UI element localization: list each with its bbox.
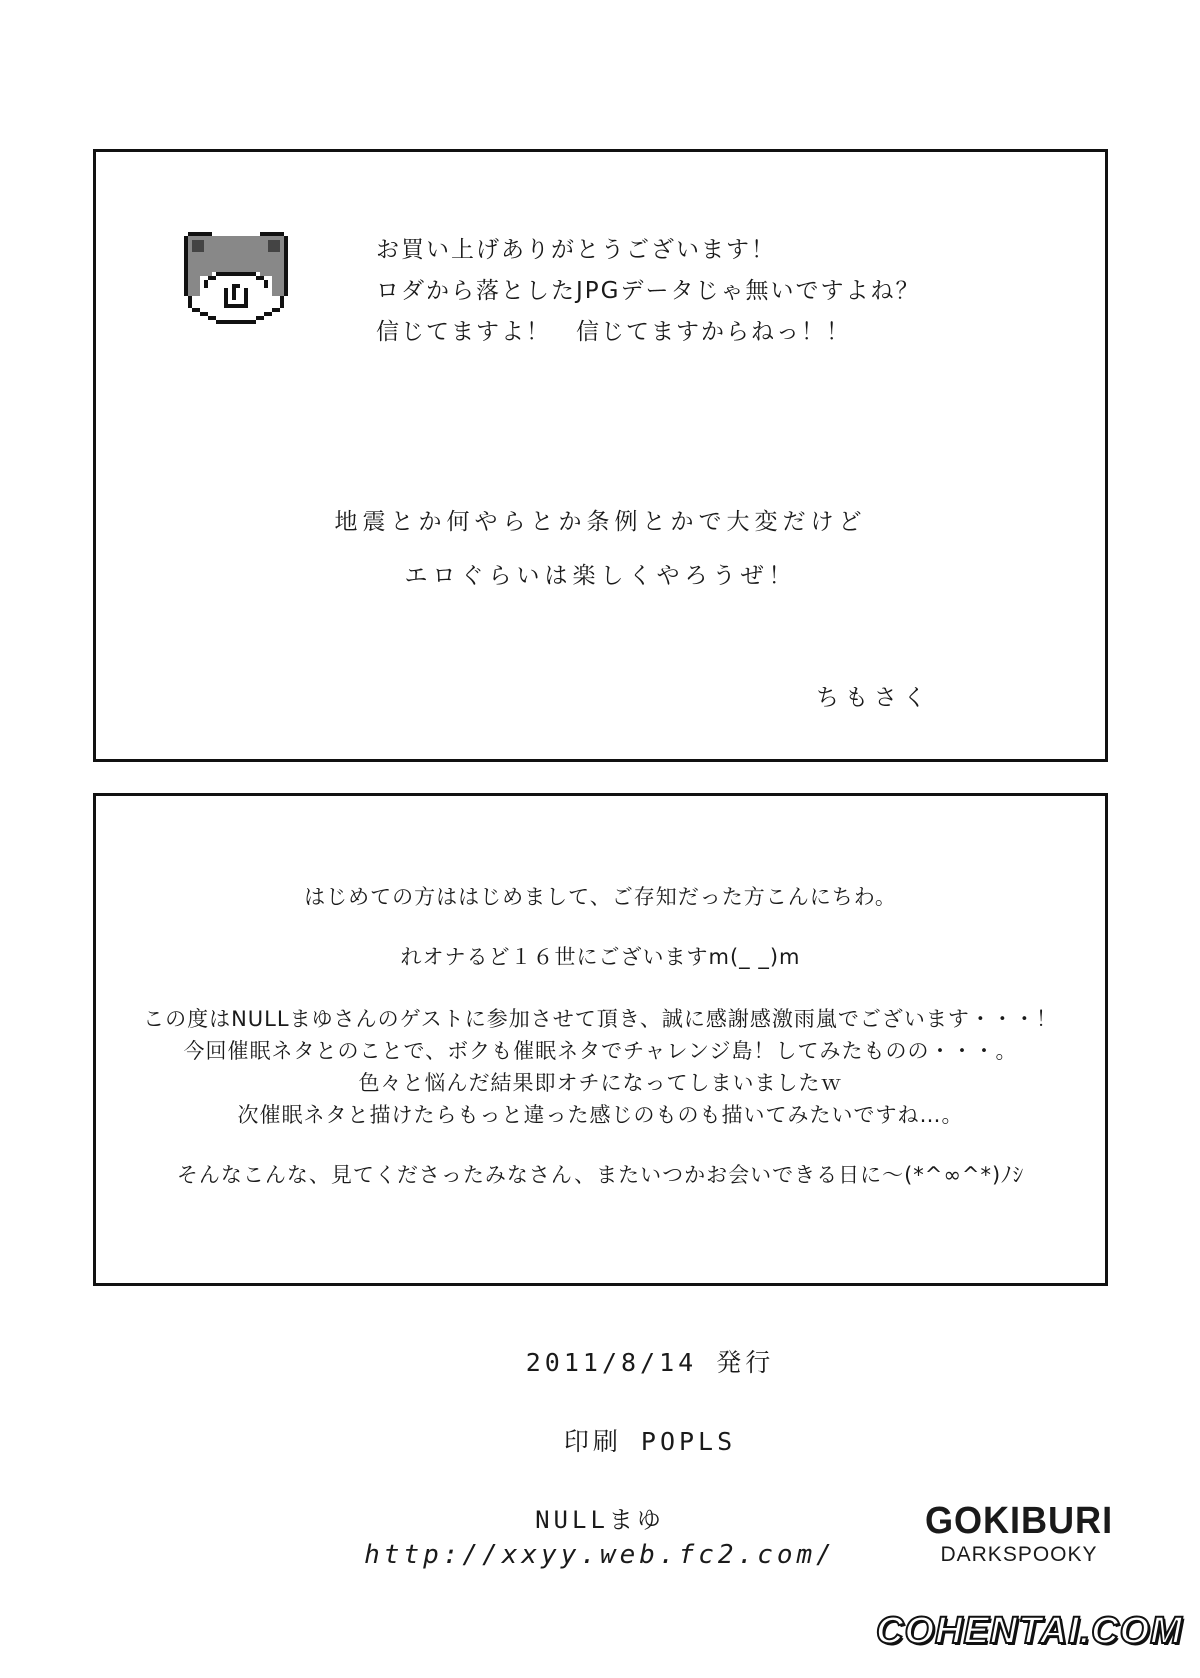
- greeting-line: お買い上げありがとうございます！: [376, 237, 776, 263]
- greeting-line: ロダから落としたJPGデータじゃ無いですよね？: [376, 278, 921, 304]
- guest-message: [96, 883, 1105, 1189]
- body-line: 今回催眠ネタとのことで、ボクも催眠ネタでチャレンジ島！してみたものの・・・。: [183, 1039, 1018, 1063]
- afterword-box-chimosaku: [93, 149, 1108, 762]
- pixel-bear-face-icon: [180, 224, 292, 336]
- group-logo: [920, 1500, 1118, 1567]
- middle-line: エロぐらいは楽しくやろうぜ！: [404, 563, 797, 589]
- middle-message: [96, 495, 1105, 603]
- afterword-box-guest: [93, 793, 1108, 1286]
- greeting-message: [376, 230, 920, 353]
- site-watermark: COHENTAI.COM: [876, 1610, 1183, 1652]
- group-logo-title: GOKIBURI: [924, 1500, 1114, 1542]
- guest-body: [96, 1003, 1105, 1131]
- publication-date: 2011/8/14 発行: [525, 1348, 775, 1377]
- intro-line: れオナるど１６世にございますm(_ _)m: [400, 945, 801, 969]
- group-logo-subtitle: DARKSPOOKY: [940, 1543, 1098, 1566]
- body-line: 次催眠ネタと描けたらもっと違った感じのものも描いてみたいですね…。: [237, 1103, 964, 1127]
- body-line: 色々と悩んだ結果即オチになってしまいましたｗ: [358, 1071, 843, 1095]
- middle-line: 地震とか何やらとか条例とかで大変だけど: [334, 509, 867, 535]
- circle-name: NULLまゆ: [535, 1506, 665, 1534]
- signature: ちもさく: [816, 685, 932, 711]
- intro-line: はじめての方ははじめまして、ご存知だった方こんにちわ。: [304, 885, 897, 909]
- website-url: http://xxyy.web.fc2.com/: [364, 1540, 836, 1570]
- greeting-line: 信じてますよ！ 信じてますからねっ！！: [376, 319, 851, 345]
- closing-line: そんなこんな、見てくださったみなさん、またいつかお会いできる日に～(*^∞^*)ﾉｼ: [176, 1163, 1025, 1187]
- printer-credit: 印刷 POPLS: [563, 1427, 737, 1456]
- body-line: この度はNULLまゆさんのゲストに参加させて頂き、誠に感謝感激雨嵐でございます・・・！: [143, 1007, 1058, 1031]
